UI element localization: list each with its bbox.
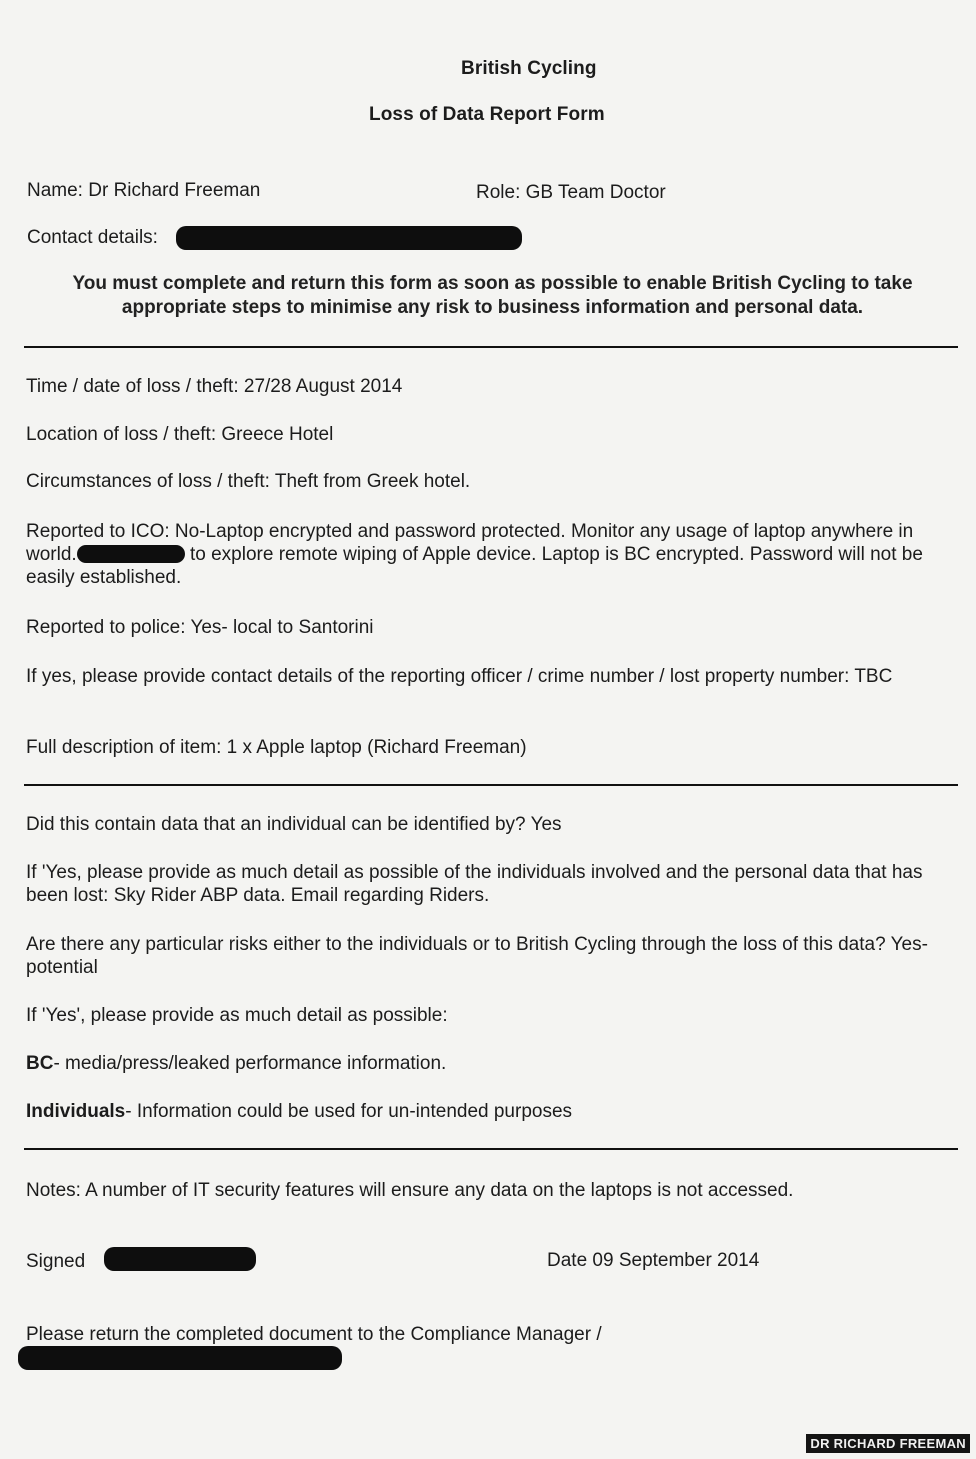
officer-label: If yes, please provide contact details of the reporting officer / crime number / lost property number: <box>26 666 850 687</box>
identified-a: Yes <box>530 814 562 835</box>
date-signed: Date 09 September 2014 <box>547 1250 760 1271</box>
item-description <box>26 736 946 759</box>
location-of-loss <box>26 423 946 446</box>
notice-text: You must complete and return this form as soon as possible to enable British Cycling to take appropriate steps to minimise any risk to business information and personal data. <box>72 273 913 318</box>
divider-2 <box>24 784 958 786</box>
police-value: Yes- local to Santorini <box>190 617 374 638</box>
risk-q: Are there any particular risks either to the individuals or to British Cycling through the loss of this data? <box>26 934 886 955</box>
ico-text-part1: No-Laptop encrypted and password protected. Monitor any usage of laptop anywhere in world. <box>26 521 914 565</box>
divider-3 <box>24 1148 958 1150</box>
more-detail-question: If 'Yes', please provide as much detail as possible: <box>26 1005 448 1026</box>
ico-text-part2: to explore remote wiping of Apple device. Laptop is BC encrypted. Password will not be easily established. <box>26 544 923 588</box>
detail-a: Sky Rider ABP data. Email regarding Riders. <box>113 885 490 906</box>
return-instructions: Please return the completed document to the Compliance Manager / <box>26 1324 602 1345</box>
name-label: Name: <box>27 180 83 201</box>
bc-risk <box>26 1052 946 1075</box>
risk-question <box>26 933 946 979</box>
ico-redaction <box>77 545 185 563</box>
bc-label: BC <box>26 1053 54 1074</box>
time-value: 27/28 August 2014 <box>243 376 403 397</box>
reported-to-police <box>26 616 946 639</box>
detail-q: If 'Yes, please provide as much detail as possible of the individuals involved and the personal data that has been lost: <box>26 862 923 906</box>
identified-q: Did this contain data that an individual can be identified by? <box>26 814 526 835</box>
name-line <box>27 180 260 202</box>
circumstances-value: Theft from Greek hotel. <box>274 471 471 492</box>
identified-question <box>26 813 946 836</box>
circumstances-label: Circumstances of loss / theft: <box>26 471 270 492</box>
bc-value: - media/press/leaked performance information. <box>53 1053 447 1074</box>
recipient-redaction <box>18 1346 342 1370</box>
contact-label: Contact details: <box>27 227 158 248</box>
officer-value: TBC <box>854 666 893 687</box>
role-line <box>476 182 666 204</box>
signed-label: Signed <box>26 1251 86 1272</box>
item-label: Full description of item: <box>26 737 222 758</box>
divider-1 <box>24 346 958 348</box>
reported-to-ico <box>26 520 946 589</box>
notes: Notes: A number of IT security features will ensure any data on the laptops is not accessed. <box>26 1180 794 1201</box>
police-label: Reported to police: <box>26 617 186 638</box>
time-of-loss <box>26 375 946 398</box>
photo-credit: DR RICHARD FREEMAN <box>806 1434 970 1453</box>
risk-a: Yes- potential <box>26 934 928 978</box>
contact-redaction <box>176 226 522 250</box>
officer-details <box>26 665 946 688</box>
item-value: 1 x Apple laptop (Richard Freeman) <box>226 737 527 758</box>
circumstances <box>26 470 946 493</box>
time-label: Time / date of loss / theft: <box>26 376 239 397</box>
individuals-label: Individuals <box>26 1101 126 1122</box>
location-label: Location of loss / theft: <box>26 424 217 445</box>
role-value: GB Team Doctor <box>525 182 666 203</box>
individuals-value: - Information could be used for un-intended purposes <box>125 1101 573 1122</box>
detail-question <box>26 861 946 907</box>
ico-label: Reported to ICO: <box>26 521 170 542</box>
signature-redaction <box>104 1247 256 1271</box>
org-heading: British Cycling <box>461 58 597 79</box>
name-value: Dr Richard Freeman <box>88 180 261 201</box>
individuals-risk <box>26 1100 946 1123</box>
form-title: Loss of Data Report Form <box>369 104 605 125</box>
role-label: Role: <box>476 182 521 203</box>
location-value: Greece Hotel <box>221 424 334 445</box>
